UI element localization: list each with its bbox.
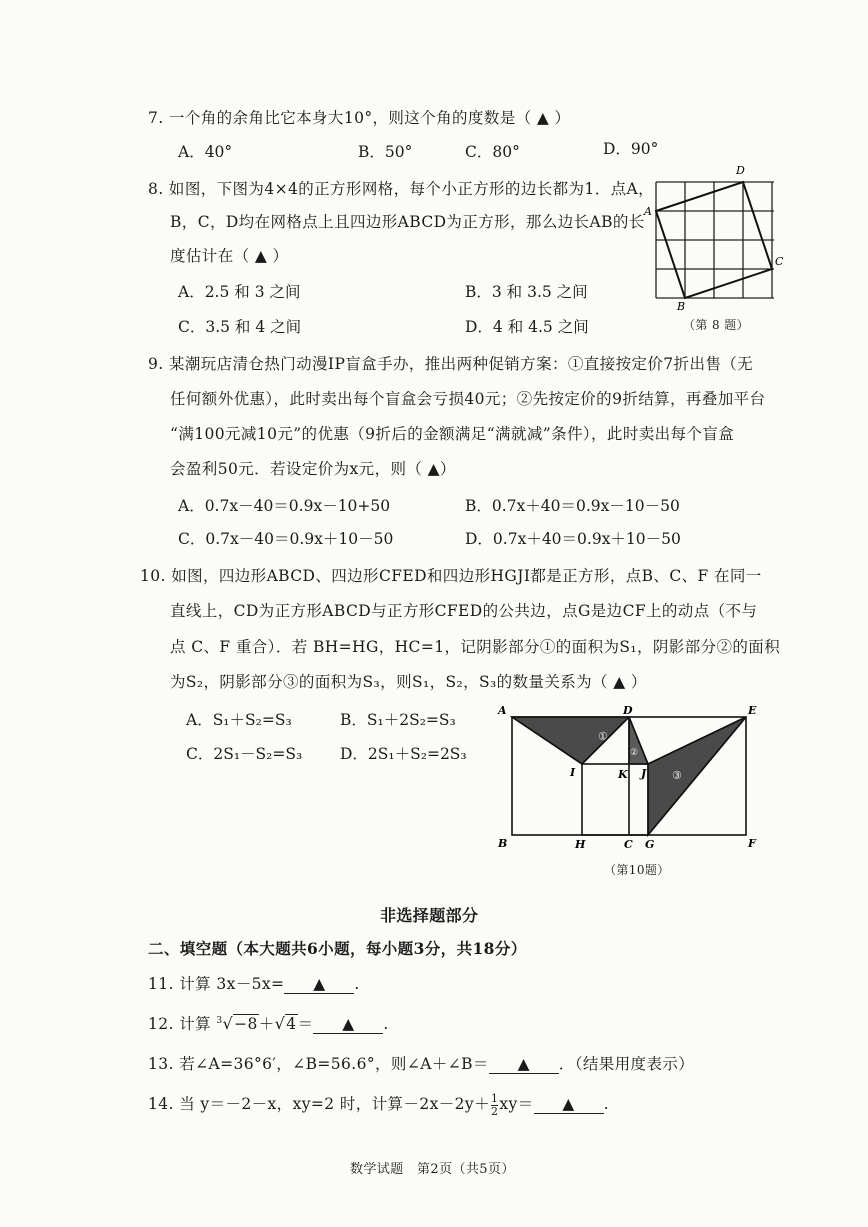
- q13: 13. 若∠A=36°6′，∠B=56.6°，则∠A＋∠B＝ ▲ ．（结果用度表示）: [148, 1055, 695, 1073]
- q11: 11. 计算 3x－5x= ▲ .: [148, 975, 360, 993]
- q9-option-d: D．0.7x＋40＝0.9x＋10－50: [465, 530, 681, 548]
- q8-grid-lines: [656, 182, 774, 298]
- q10-figure: [490, 700, 780, 860]
- q10-label-j: J: [641, 767, 647, 780]
- q10-stem-line2: 直线上，CD为正方形ABCD与正方形CFED的公共边，点G是边CF上的动点（不与: [170, 602, 758, 620]
- q8-label-c: C: [775, 255, 784, 268]
- q8-caption: （第 8 题）: [683, 318, 750, 332]
- q8-option-c: C．3.5 和 4 之间: [178, 318, 302, 336]
- q14-answer-blank[interactable]: ▲: [534, 1095, 604, 1114]
- q10-label-i: I: [570, 766, 576, 779]
- q7-option-c: C．80°: [465, 143, 520, 161]
- q12-answer-blank[interactable]: ▲: [313, 1015, 383, 1034]
- q9-option-b: B．0.7x＋40＝0.9x－10－50: [465, 497, 680, 515]
- q7-option-d: D．90°: [603, 140, 659, 158]
- section-heading: 二、填空题（本大题共6小题，每小题3分，共18分）: [148, 939, 527, 958]
- q10-label-k: K: [618, 768, 628, 781]
- q7-option-a: A．40°: [178, 143, 233, 161]
- q8-label-b: B: [677, 300, 686, 310]
- q10-stem-line3: 点 C、F 重合）．若 BH=HG，HC=1，记阴影部分①的面积为S₁，阴影部分②的面积: [170, 638, 781, 656]
- q7-stem: 7. 一个角的余角比它本身大10°，则这个角的度数是（ ▲ ）: [148, 109, 571, 127]
- q10-label-g: G: [645, 838, 655, 851]
- q10-label-b: B: [498, 837, 508, 850]
- q9-stem-line3: “满100元减10元”的优惠（9折后的金额满足“满就减”条件），此时卖出每个盲盒: [170, 425, 735, 443]
- q13-answer-blank[interactable]: ▲: [489, 1055, 559, 1074]
- q10-label-d: D: [623, 704, 633, 717]
- q10-option-b: B．S₁＋2S₂=S₃: [340, 711, 456, 729]
- q12: 12. 计算 $^3$√−8＋√4＝ ▲ .: [148, 1014, 389, 1033]
- q11-answer-blank[interactable]: ▲: [284, 975, 354, 994]
- q8-option-a: A．2.5 和 3 之间: [178, 283, 301, 301]
- q8-label-a: A: [644, 205, 652, 218]
- section-title: 非选择题部分: [380, 906, 479, 925]
- q10-caption: （第10题）: [604, 863, 670, 877]
- q9-stem-line4: 会盈利50元．若设定价为x元，则（ ▲）: [170, 460, 456, 478]
- q8-stem-line2: B，C，D均在网格点上且四边形ABCD为正方形，那么边长AB的长: [170, 213, 645, 231]
- q8-stem-line3: 度估计在（ ▲ ）: [170, 247, 289, 265]
- q8-option-b: B．3 和 3.5 之间: [465, 283, 588, 301]
- q8-label-d: D: [736, 164, 745, 177]
- q7-option-b: B．50°: [358, 143, 413, 161]
- q8-stem-line1: 8. 如图，下图为4×4的正方形网格，每个小正方形的边长都为1．点A，: [148, 180, 654, 198]
- q10-label-e: E: [748, 704, 757, 717]
- q8-option-d: D．4 和 4.5 之间: [465, 318, 589, 336]
- q10-label-h: H: [575, 838, 586, 851]
- q10-stem-line1: 10. 如图，四边形ABCD、四边形CFED和四边形HGJI都是正方形，点B、C、F 在同一: [140, 567, 762, 585]
- page-footer: 数学试题 第2页（共5页）: [350, 1162, 515, 1177]
- q10-label-f: F: [748, 837, 756, 850]
- q10-stem-line4: 为S₂，阴影部分③的面积为S₃，则S₁，S₂，S₃的数量关系为（ ▲ ）: [170, 673, 647, 691]
- q10-option-c: C．2S₁－S₂=S₃: [186, 745, 303, 763]
- q8-grid-figure: [636, 160, 786, 310]
- q14: 14. 当 y＝－2－x，xy=2 时，计算－2x－2y＋ $\frac{1}{2}$ xy＝ ▲ .: [148, 1091, 609, 1118]
- q9-stem-line2: 任何额外优惠），此时卖出每个盲盒会亏损40元；②先按定价的9折结算，再叠加平台: [170, 390, 766, 408]
- q10-label-region-3: ③: [672, 769, 682, 782]
- q9-stem-line1: 9. 某潮玩店清仓热门动漫IP盲盒手办，推出两种促销方案：①直接按定价7折出售（无: [148, 355, 754, 373]
- q10-label-region-2: ②: [630, 748, 639, 758]
- q10-label-a: A: [498, 704, 507, 717]
- q10-option-a: A．S₁＋S₂=S₃: [186, 711, 292, 729]
- q10-label-c: C: [624, 838, 633, 851]
- q9-option-a: A．0.7x－40＝0.9x－10+50: [178, 497, 391, 515]
- q9-option-c: C．0.7x－40＝0.9x＋10－50: [178, 530, 394, 548]
- q10-option-d: D．2S₁＋S₂=2S₃: [340, 745, 467, 763]
- q10-label-region-1: ①: [598, 730, 608, 743]
